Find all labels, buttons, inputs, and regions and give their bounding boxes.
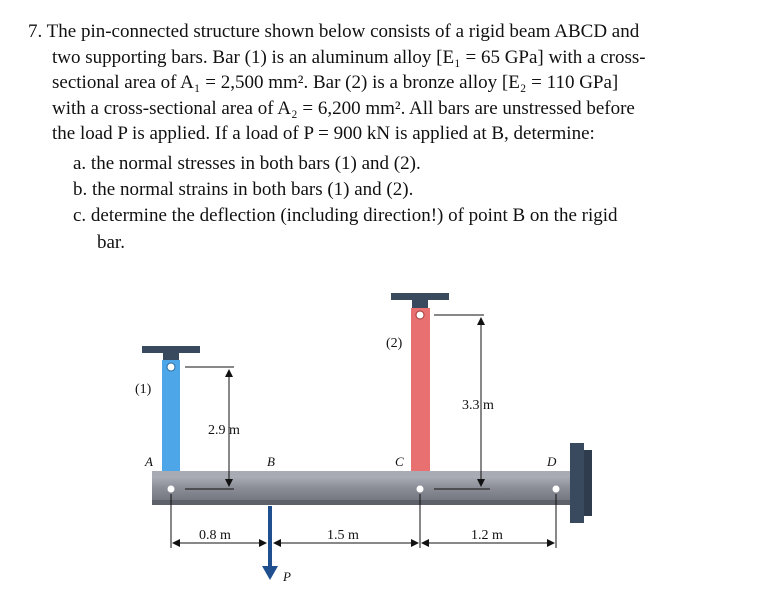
- wall-support-d: [570, 443, 592, 523]
- bar1-label: (1): [135, 382, 152, 397]
- dim-bc-label: 1.5 m: [327, 528, 359, 543]
- problem-line-2: two supporting bars. Bar (1) is an aluminum alloy [E₁ = 65 GPa] with a cross-: [52, 47, 646, 68]
- dim-cd-label: 1.2 m: [471, 528, 503, 543]
- bar-2: [411, 308, 430, 473]
- point-c-label: C: [395, 454, 404, 469]
- problem-line-4: with a cross-sectional area of A₂ = 6,200 mm². All bars are unstressed before: [52, 98, 635, 119]
- bar-1: [162, 360, 180, 473]
- part-b: b. the normal strains in both bars (1) and (2).: [73, 179, 414, 200]
- dim-ab-label: 0.8 m: [199, 528, 231, 543]
- pin-a: [168, 486, 175, 493]
- rigid-beam: [152, 471, 570, 505]
- problem-line-1: 7. The pin-connected structure shown below consists of a rigid beam ABCD and: [28, 21, 640, 42]
- problem-line-5: the load P is applied. If a load of P = 900 kN is applied at B, determine:: [52, 123, 595, 144]
- bar1-length-label: 2.9 m: [208, 423, 240, 438]
- pin-d: [553, 486, 560, 493]
- bar2-label: (2): [386, 336, 403, 351]
- pin-c: [417, 486, 424, 493]
- point-b-label: B: [267, 454, 275, 469]
- part-c: c. determine the deflection (including direction!) of point B on the rigid: [73, 205, 618, 226]
- load-p-label: P: [283, 569, 291, 584]
- part-a: a. the normal stresses in both bars (1) and (2).: [73, 153, 421, 174]
- problem-line-3: sectional area of A₁ = 2,500 mm². Bar (2) is a bronze alloy [E₂ = 110 GPa]: [52, 72, 619, 93]
- ceiling-support-2: [391, 293, 449, 310]
- point-a-label: A: [145, 454, 153, 469]
- point-d-label: D: [547, 454, 557, 469]
- bar2-length-label: 3.3 m: [462, 398, 494, 413]
- part-c-continued: bar.: [97, 232, 125, 253]
